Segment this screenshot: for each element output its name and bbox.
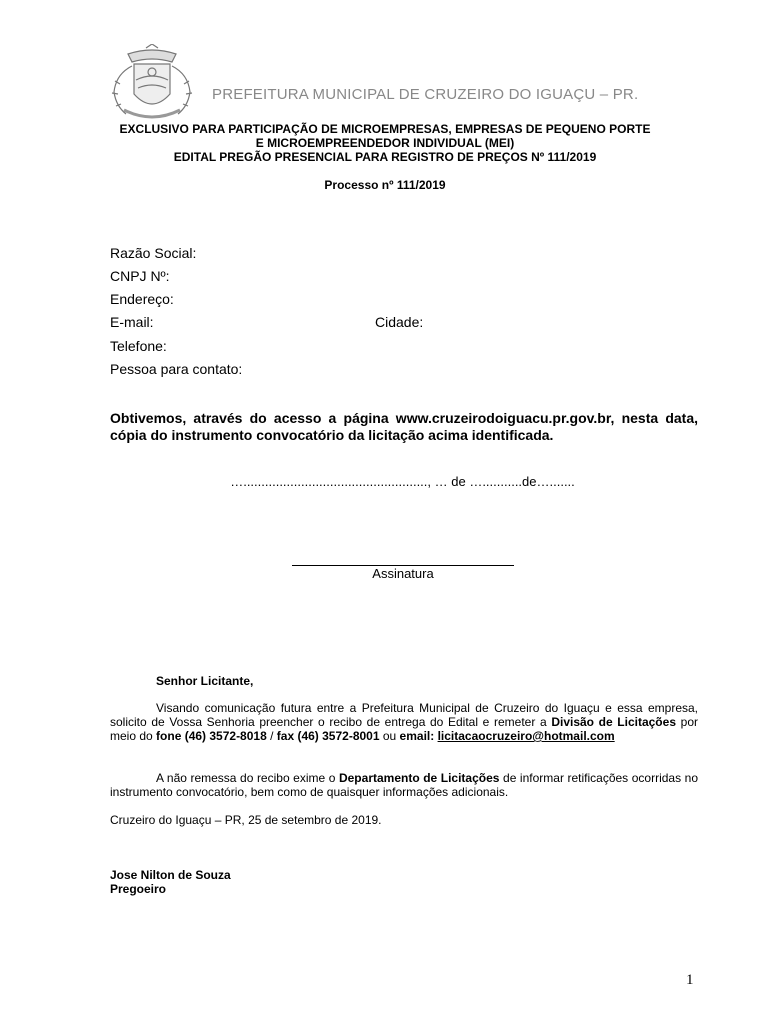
municipality-header: PREFEITURA MUNICIPAL DE CRUZEIRO DO IGUAÇU – PR. — [212, 86, 639, 103]
field-pessoa-contato: Pessoa para contato: — [110, 361, 243, 377]
field-email: E-mail: — [110, 314, 154, 330]
header-line-2: E MICROEMPREENDEDOR INDIVIDUAL (MEI) — [255, 136, 515, 150]
field-razao-social: Razão Social: — [110, 245, 197, 261]
signer-role: Pregoeiro — [110, 882, 167, 896]
signature-label: Assinatura — [372, 566, 434, 581]
letter-paragraph-2: A não remessa do recibo exime o Departamento de Licitações de informar retificações ocorridas no instrumento convocatório, bem como de quaisquer informações adicionais. — [110, 771, 698, 799]
field-telefone: Telefone: — [110, 338, 167, 354]
signature-line — [292, 553, 514, 566]
page-number: 1 — [686, 972, 694, 988]
date-line: …..................................................., … de …...........de…....... — [230, 474, 575, 489]
signer-name: Jose Nilton de Souza — [110, 868, 231, 882]
letter-greeting: Senhor Licitante, — [156, 674, 254, 688]
header-line-3: EDITAL PREGÃO PRESENCIAL PARA REGISTRO DE PREÇOS Nº 111/2019 — [173, 150, 597, 164]
process-number: Processo nº 111/2019 — [324, 178, 446, 192]
field-endereco: Endereço: — [110, 291, 174, 307]
place-and-date: Cruzeiro do Iguaçu – PR, 25 de setembro de 2019. — [110, 813, 382, 827]
notice-paragraph: Obtivemos, através do acesso a página www.cruzeirodoiguacu.pr.gov.br, nesta data, cópia do instrumento convocatório da licitação acima identificada. — [110, 410, 698, 443]
municipal-coat-of-arms — [106, 44, 198, 126]
field-cidade: Cidade: — [375, 314, 424, 330]
field-cnpj: CNPJ Nº: — [110, 268, 170, 284]
contact-email-link[interactable]: licitacaocruzeiro@hotmail.com — [437, 729, 615, 743]
header-line-1: EXCLUSIVO PARA PARTICIPAÇÃO DE MICROEMPRESAS, EMPRESAS DE PEQUENO PORTE — [119, 122, 651, 136]
letter-paragraph-1: Visando comunicação futura entre a Prefeitura Municipal de Cruzeiro do Iguaçu e essa empresa, solicito de Vossa Senhoria preencher o recibo de entrega do Edital e remeter a Divisão de Licitações por meio do fone (46) 3572-8018 / fax (46) 3572-8001 ou email: licitacaocruzeiro@hotmail.com — [110, 701, 698, 743]
